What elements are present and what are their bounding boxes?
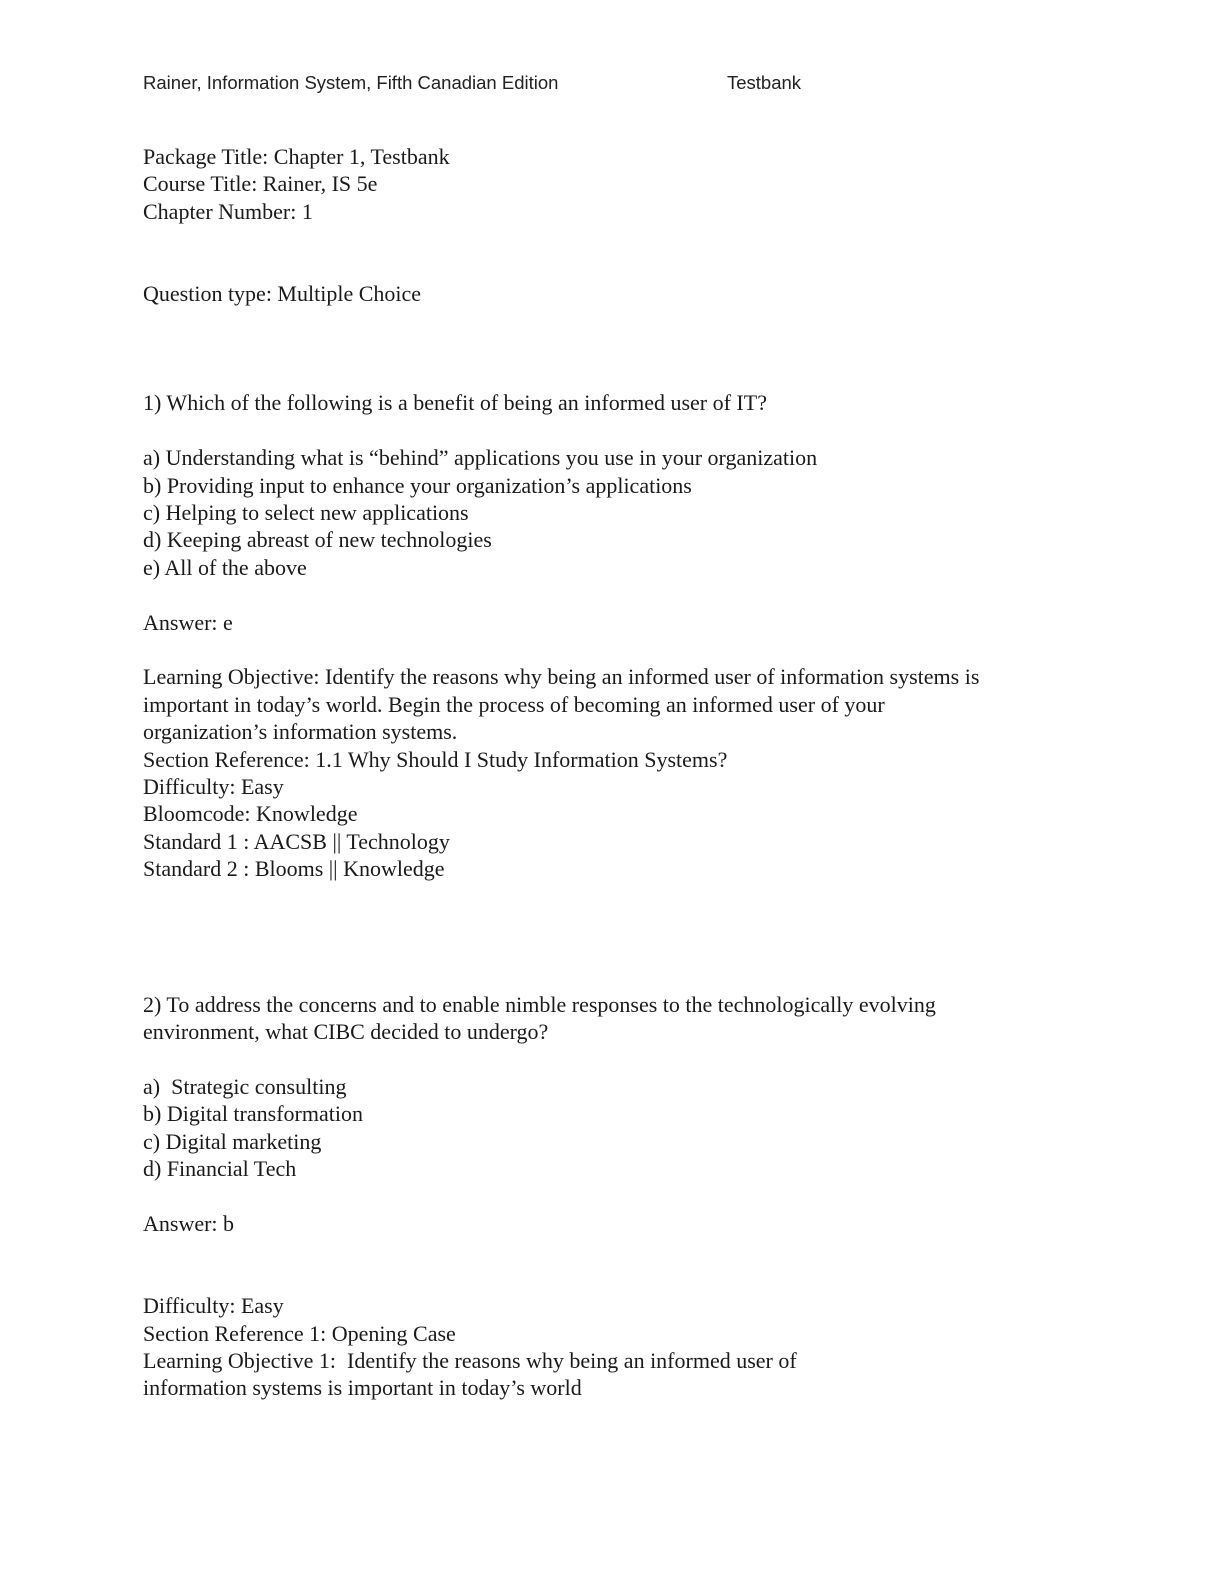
question-2-learning-objective-line-2: information systems is important in today’s world xyxy=(143,1375,582,1401)
question-1-option-e: e) All of the above xyxy=(143,554,307,580)
question-1-option-c: c) Helping to select new applications xyxy=(143,500,469,526)
question-2-option-d: d) Financial Tech xyxy=(143,1156,297,1182)
chapter-number: Chapter Number: 1 xyxy=(143,198,313,224)
question-1-bloomcode: Bloomcode: Knowledge xyxy=(143,801,358,827)
question-2-option-a: a) Strategic consulting xyxy=(143,1073,347,1099)
question-2-learning-objective-line-1: Learning Objective 1: Identify the reasons why being an informed user of xyxy=(143,1347,797,1373)
question-1 xyxy=(143,389,1083,882)
question-1-option-a: a) Understanding what is “behind” applications you use in your organization xyxy=(143,445,818,471)
document-body xyxy=(143,143,1083,1402)
page-header xyxy=(143,72,1083,98)
header-book-title: Rainer, Information System, Fifth Canadian Edition xyxy=(143,72,559,93)
question-1-learning-objective-line-2: important in today’s world. Begin the process of becoming an informed user of your xyxy=(143,691,885,717)
question-type: Question type: Multiple Choice xyxy=(143,281,422,307)
package-title: Package Title: Chapter 1, Testbank xyxy=(143,144,450,169)
question-1-answer: Answer: e xyxy=(143,609,233,635)
course-title: Course Title: Rainer, IS 5e xyxy=(143,171,378,197)
question-2-text-line-1: 2) To address the concerns and to enable nimble responses to the technologically evolving xyxy=(143,991,936,1017)
question-2 xyxy=(143,991,1083,1402)
question-1-option-d: d) Keeping abreast of new technologies xyxy=(143,527,492,553)
question-2-answer: Answer: b xyxy=(143,1210,235,1236)
question-2-option-c: c) Digital marketing xyxy=(143,1128,322,1154)
question-1-section-reference: Section Reference: 1.1 Why Should I Study Information Systems? xyxy=(143,746,728,772)
question-1-learning-objective-line-3: organization’s information systems. xyxy=(143,719,458,745)
question-2-difficulty: Difficulty: Easy xyxy=(143,1293,284,1319)
question-1-standard-2: Standard 2 : Blooms || Knowledge xyxy=(143,856,445,882)
question-1-option-b: b) Providing input to enhance your organization’s applications xyxy=(143,472,692,498)
question-2-section-reference: Section Reference 1: Opening Case xyxy=(143,1320,456,1346)
question-1-difficulty: Difficulty: Easy xyxy=(143,774,284,800)
question-1-standard-1: Standard 1 : AACSB || Technology xyxy=(143,828,450,854)
question-2-option-b: b) Digital transformation xyxy=(143,1101,363,1127)
question-1-text: 1) Which of the following is a benefit of being an informed user of IT? xyxy=(143,390,767,416)
question-1-learning-objective-line-1: Learning Objective: Identify the reasons why being an informed user of information systems is xyxy=(143,664,980,690)
header-testbank-label: Testbank xyxy=(727,72,802,93)
question-2-text-line-2: environment, what CIBC decided to undergo? xyxy=(143,1019,549,1045)
